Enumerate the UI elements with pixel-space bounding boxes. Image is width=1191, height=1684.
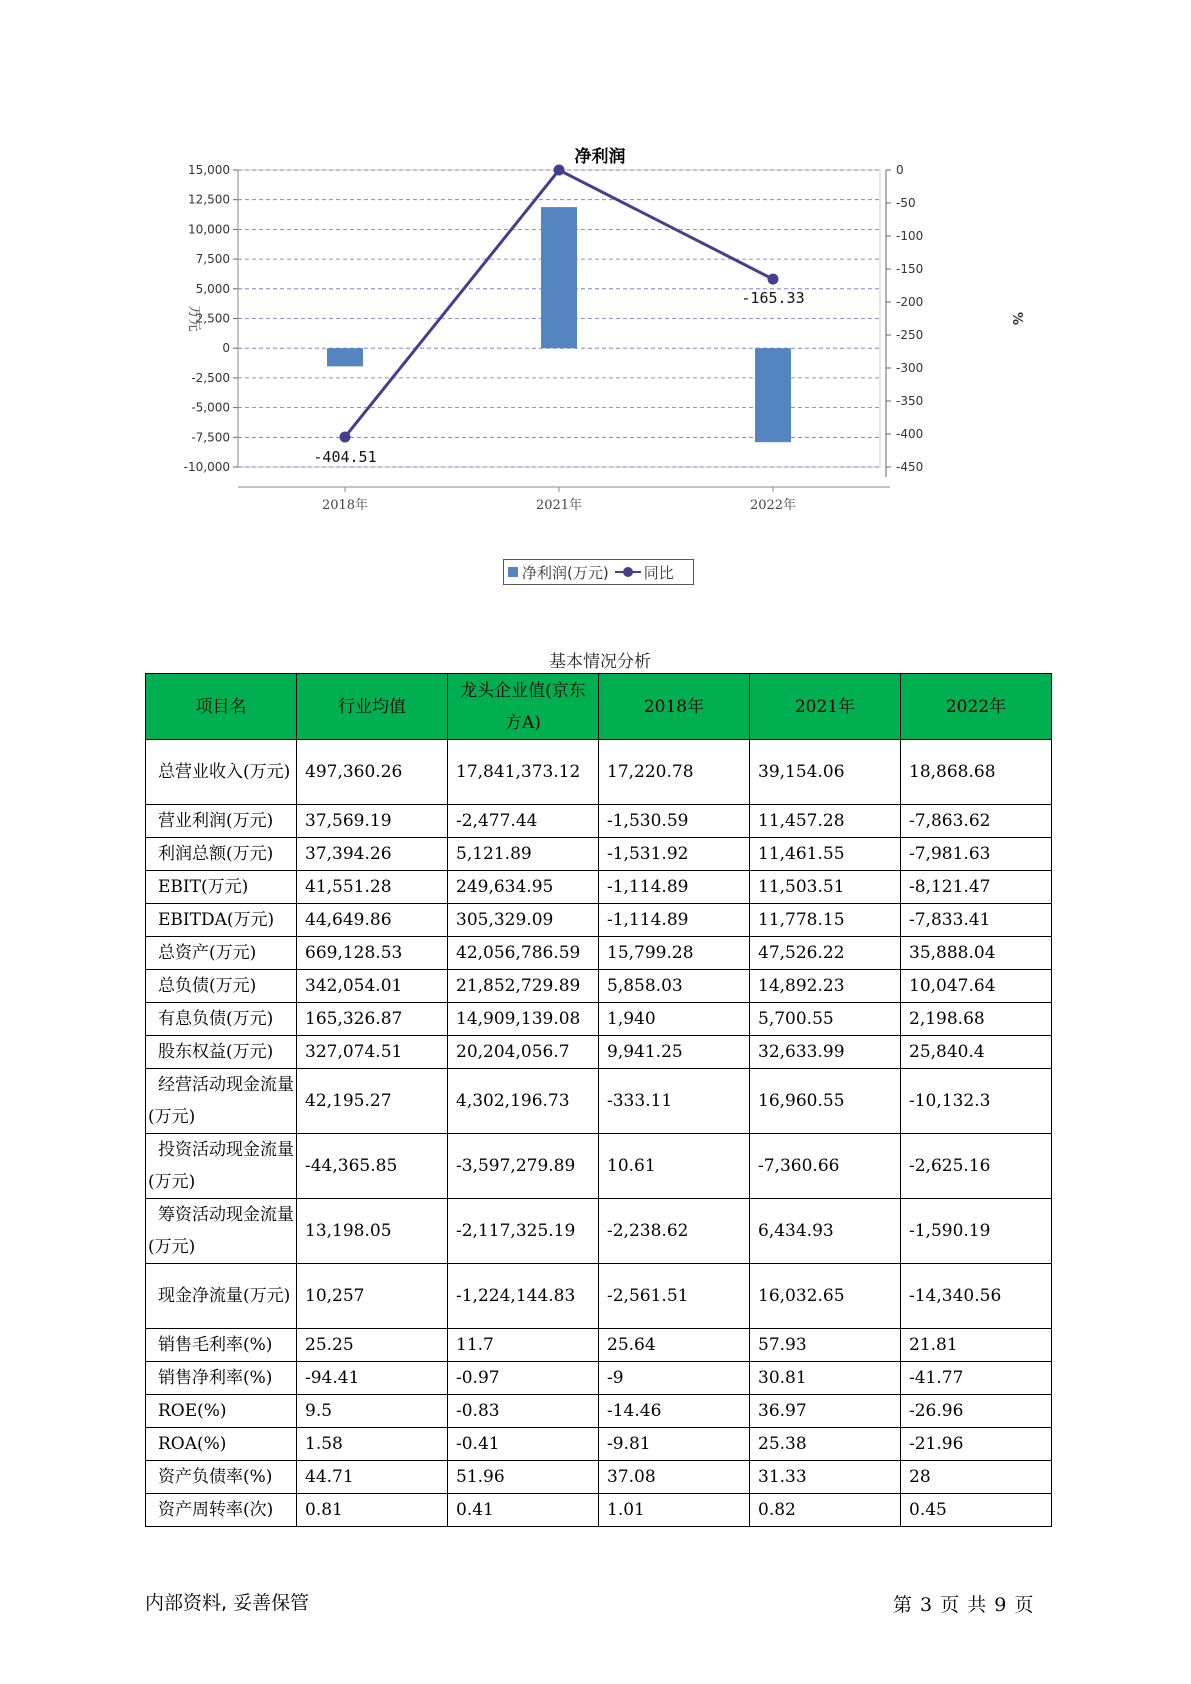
value-cell: 249,634.95: [448, 871, 599, 904]
value-cell: -8,121.47: [901, 871, 1052, 904]
value-cell: 25.38: [750, 1428, 901, 1461]
value-cell: 17,220.78: [599, 740, 750, 805]
value-cell: 25.25: [297, 1329, 448, 1362]
x-tick-label: 2022年: [749, 498, 797, 513]
yoy-point: [340, 431, 351, 442]
value-cell: 497,360.26: [297, 740, 448, 805]
value-cell: -1,114.89: [599, 871, 750, 904]
row-label-cell: 利润总额(万元): [146, 838, 297, 871]
value-cell: 0.82: [750, 1494, 901, 1527]
right-tick-label: -100: [896, 229, 924, 243]
table-row: [146, 1134, 1052, 1199]
value-cell: 37,569.19: [297, 805, 448, 838]
row-label-cell: 资产负债率(%): [146, 1461, 297, 1494]
value-cell: -2,625.16: [901, 1134, 1052, 1199]
value-cell: 20,204,056.7: [448, 1036, 599, 1069]
value-cell: 1,940: [599, 1003, 750, 1036]
value-cell: 11.7: [448, 1329, 599, 1362]
value-cell: -2,561.51: [599, 1264, 750, 1329]
value-cell: 13,198.05: [297, 1199, 448, 1264]
value-cell: 11,503.51: [750, 871, 901, 904]
value-cell: 11,457.28: [750, 805, 901, 838]
table-row: [146, 838, 1052, 871]
right-tick-label: -300: [896, 361, 924, 375]
value-cell: -2,238.62: [599, 1199, 750, 1264]
chart-title: 净利润: [574, 147, 626, 167]
value-cell: 9,941.25: [599, 1036, 750, 1069]
value-cell: 10,257: [297, 1264, 448, 1329]
row-label-cell: EBITDA(万元): [146, 904, 297, 937]
value-cell: 0.45: [901, 1494, 1052, 1527]
left-tick-label: -10,000: [183, 460, 230, 474]
right-tick-label: -400: [896, 427, 924, 441]
value-cell: 36.97: [750, 1395, 901, 1428]
value-cell: 35,888.04: [901, 937, 1052, 970]
value-cell: -0.41: [448, 1428, 599, 1461]
table-row: [146, 1069, 1052, 1134]
left-tick-label: 5,000: [195, 281, 230, 296]
value-cell: -333.11: [599, 1069, 750, 1134]
table-row: [146, 937, 1052, 970]
value-cell: 37.08: [599, 1461, 750, 1494]
value-cell: -7,360.66: [750, 1134, 901, 1199]
value-cell: 14,892.23: [750, 970, 901, 1003]
left-tick-label: 0: [222, 341, 230, 356]
value-cell: 42,056,786.59: [448, 937, 599, 970]
value-cell: -9.81: [599, 1428, 750, 1461]
row-label-cell: 经营活动现金流量(万元): [146, 1069, 297, 1134]
value-cell: -7,981.63: [901, 838, 1052, 871]
value-cell: 21.81: [901, 1329, 1052, 1362]
value-cell: -1,590.19: [901, 1199, 1052, 1264]
value-cell: -14.46: [599, 1395, 750, 1428]
value-cell: -1,114.89: [599, 904, 750, 937]
value-cell: -2,477.44: [448, 805, 599, 838]
left-tick-label: -7,500: [191, 430, 230, 445]
y-axis-label-left: 万元: [186, 305, 201, 332]
row-label-cell: 筹资活动现金流量(万元): [146, 1199, 297, 1264]
row-label-cell: EBIT(万元): [146, 871, 297, 904]
row-label-cell: ROE(%): [146, 1395, 297, 1428]
value-cell: 305,329.09: [448, 904, 599, 937]
value-cell: -7,863.62: [901, 805, 1052, 838]
net-profit-chart: [0, 0, 1191, 560]
value-cell: 42,195.27: [297, 1069, 448, 1134]
legend-bar-swatch: [508, 567, 518, 577]
value-cell: 10.61: [599, 1134, 750, 1199]
table-header-row: [146, 674, 1052, 740]
chart-legend: [503, 559, 694, 585]
row-label-cell: 销售净利率(%): [146, 1362, 297, 1395]
right-tick-label: -150: [896, 262, 924, 276]
basic-analysis-table: [145, 673, 1052, 1527]
row-label-cell: 现金净流量(万元): [146, 1264, 297, 1329]
legend-bar-label: 净利润(万元): [522, 563, 609, 582]
value-cell: 15,799.28: [599, 937, 750, 970]
left-tick-label: 7,500: [195, 252, 230, 267]
value-cell: 17,841,373.12: [448, 740, 599, 805]
table-row: [146, 1461, 1052, 1494]
value-cell: -21.96: [901, 1428, 1052, 1461]
value-cell: 2,198.68: [901, 1003, 1052, 1036]
row-label-cell: 有息负债(万元): [146, 1003, 297, 1036]
value-cell: -0.97: [448, 1362, 599, 1395]
value-cell: 0.81: [297, 1494, 448, 1527]
right-tick-label: -50: [896, 196, 916, 210]
row-label-cell: 总负债(万元): [146, 970, 297, 1003]
value-cell: 342,054.01: [297, 970, 448, 1003]
header-cell: 龙头企业值(京东方A): [448, 674, 599, 740]
legend-line-swatch: [615, 566, 641, 578]
value-cell: -26.96: [901, 1395, 1052, 1428]
left-tick-label: 10,000: [188, 222, 230, 237]
value-cell: 16,032.65: [750, 1264, 901, 1329]
table-row: [146, 1003, 1052, 1036]
header-cell: 2018年: [599, 674, 750, 740]
left-tick-label: -2,500: [191, 370, 230, 385]
header-cell: 2022年: [901, 674, 1052, 740]
value-cell: -44,365.85: [297, 1134, 448, 1199]
value-cell: 669,128.53: [297, 937, 448, 970]
data-label: -165.33: [741, 289, 805, 308]
value-cell: 5,858.03: [599, 970, 750, 1003]
value-cell: 25.64: [599, 1329, 750, 1362]
row-label-cell: 总营业收入(万元): [146, 740, 297, 805]
right-tick-label: 0: [896, 163, 904, 177]
value-cell: 6,434.93: [750, 1199, 901, 1264]
value-cell: 11,778.15: [750, 904, 901, 937]
profit-bar: [541, 207, 577, 348]
row-label-cell: 销售毛利率(%): [146, 1329, 297, 1362]
value-cell: 327,074.51: [297, 1036, 448, 1069]
profit-bar: [755, 348, 791, 442]
value-cell: 9.5: [297, 1395, 448, 1428]
value-cell: 25,840.4: [901, 1036, 1052, 1069]
value-cell: 47,526.22: [750, 937, 901, 970]
value-cell: 28: [901, 1461, 1052, 1494]
value-cell: -9: [599, 1362, 750, 1395]
value-cell: 1.58: [297, 1428, 448, 1461]
right-tick-label: -250: [896, 328, 924, 342]
value-cell: 30.81: [750, 1362, 901, 1395]
row-label-cell: 资产周转率(次): [146, 1494, 297, 1527]
value-cell: 16,960.55: [750, 1069, 901, 1134]
value-cell: -3,597,279.89: [448, 1134, 599, 1199]
value-cell: 51.96: [448, 1461, 599, 1494]
table-row: [146, 1494, 1052, 1527]
value-cell: 44.71: [297, 1461, 448, 1494]
table-row: [146, 1428, 1052, 1461]
row-label-cell: 投资活动现金流量(万元): [146, 1134, 297, 1199]
value-cell: -94.41: [297, 1362, 448, 1395]
yoy-point: [768, 274, 779, 285]
footer-note: 内部资料, 妥善保管: [145, 1592, 310, 1614]
left-tick-label: 12,500: [188, 192, 230, 207]
value-cell: 5,121.89: [448, 838, 599, 871]
value-cell: 4,302,196.73: [448, 1069, 599, 1134]
table-row: [146, 904, 1052, 937]
value-cell: 10,047.64: [901, 970, 1052, 1003]
table-row: [146, 1036, 1052, 1069]
value-cell: 0.41: [448, 1494, 599, 1527]
value-cell: 21,852,729.89: [448, 970, 599, 1003]
table-row: [146, 740, 1052, 805]
legend-line-label: 同比: [643, 563, 674, 582]
value-cell: 44,649.86: [297, 904, 448, 937]
table-row: [146, 1395, 1052, 1428]
left-tick-label: 2,500: [195, 311, 230, 326]
table-row: [146, 1329, 1052, 1362]
value-cell: 18,868.68: [901, 740, 1052, 805]
left-tick-label: 15,000: [188, 163, 230, 177]
value-cell: -14,340.56: [901, 1264, 1052, 1329]
y-axis-label-right: %: [1009, 311, 1024, 326]
value-cell: 1.01: [599, 1494, 750, 1527]
value-cell: 14,909,139.08: [448, 1003, 599, 1036]
x-tick-label: 2018年: [321, 498, 369, 513]
value-cell: 57.93: [750, 1329, 901, 1362]
right-tick-label: -350: [896, 394, 924, 408]
value-cell: 5,700.55: [750, 1003, 901, 1036]
table-row: [146, 1264, 1052, 1329]
x-tick-label: 2021年: [535, 498, 583, 513]
value-cell: -1,530.59: [599, 805, 750, 838]
value-cell: 165,326.87: [297, 1003, 448, 1036]
right-tick-label: -450: [896, 460, 924, 474]
value-cell: 31.33: [750, 1461, 901, 1494]
value-cell: -1,224,144.83: [448, 1264, 599, 1329]
page-number: 第 3 页 共 9 页: [893, 1594, 1035, 1616]
table-row: [146, 1362, 1052, 1395]
value-cell: 37,394.26: [297, 838, 448, 871]
value-cell: -10,132.3: [901, 1069, 1052, 1134]
header-cell: 行业均值: [297, 674, 448, 740]
data-label: -404.51: [313, 447, 377, 466]
table-row: [146, 1199, 1052, 1264]
value-cell: 11,461.55: [750, 838, 901, 871]
value-cell: -1,531.92: [599, 838, 750, 871]
header-cell: 2021年: [750, 674, 901, 740]
row-label-cell: 营业利润(万元): [146, 805, 297, 838]
value-cell: -7,833.41: [901, 904, 1052, 937]
value-cell: 32,633.99: [750, 1036, 901, 1069]
table-row: [146, 805, 1052, 838]
value-cell: -2,117,325.19: [448, 1199, 599, 1264]
value-cell: -0.83: [448, 1395, 599, 1428]
table-row: [146, 871, 1052, 904]
table-row: [146, 970, 1052, 1003]
value-cell: 41,551.28: [297, 871, 448, 904]
row-label-cell: 股东权益(万元): [146, 1036, 297, 1069]
value-cell: 39,154.06: [750, 740, 901, 805]
left-tick-label: -5,000: [191, 400, 230, 415]
table-caption: 基本情况分析: [549, 652, 651, 672]
row-label-cell: ROA(%): [146, 1428, 297, 1461]
yoy-point: [554, 165, 565, 176]
row-label-cell: 总资产(万元): [146, 937, 297, 970]
right-tick-label: -200: [896, 295, 924, 309]
value-cell: -41.77: [901, 1362, 1052, 1395]
header-cell: 项目名: [146, 674, 297, 740]
profit-bar: [327, 348, 363, 366]
